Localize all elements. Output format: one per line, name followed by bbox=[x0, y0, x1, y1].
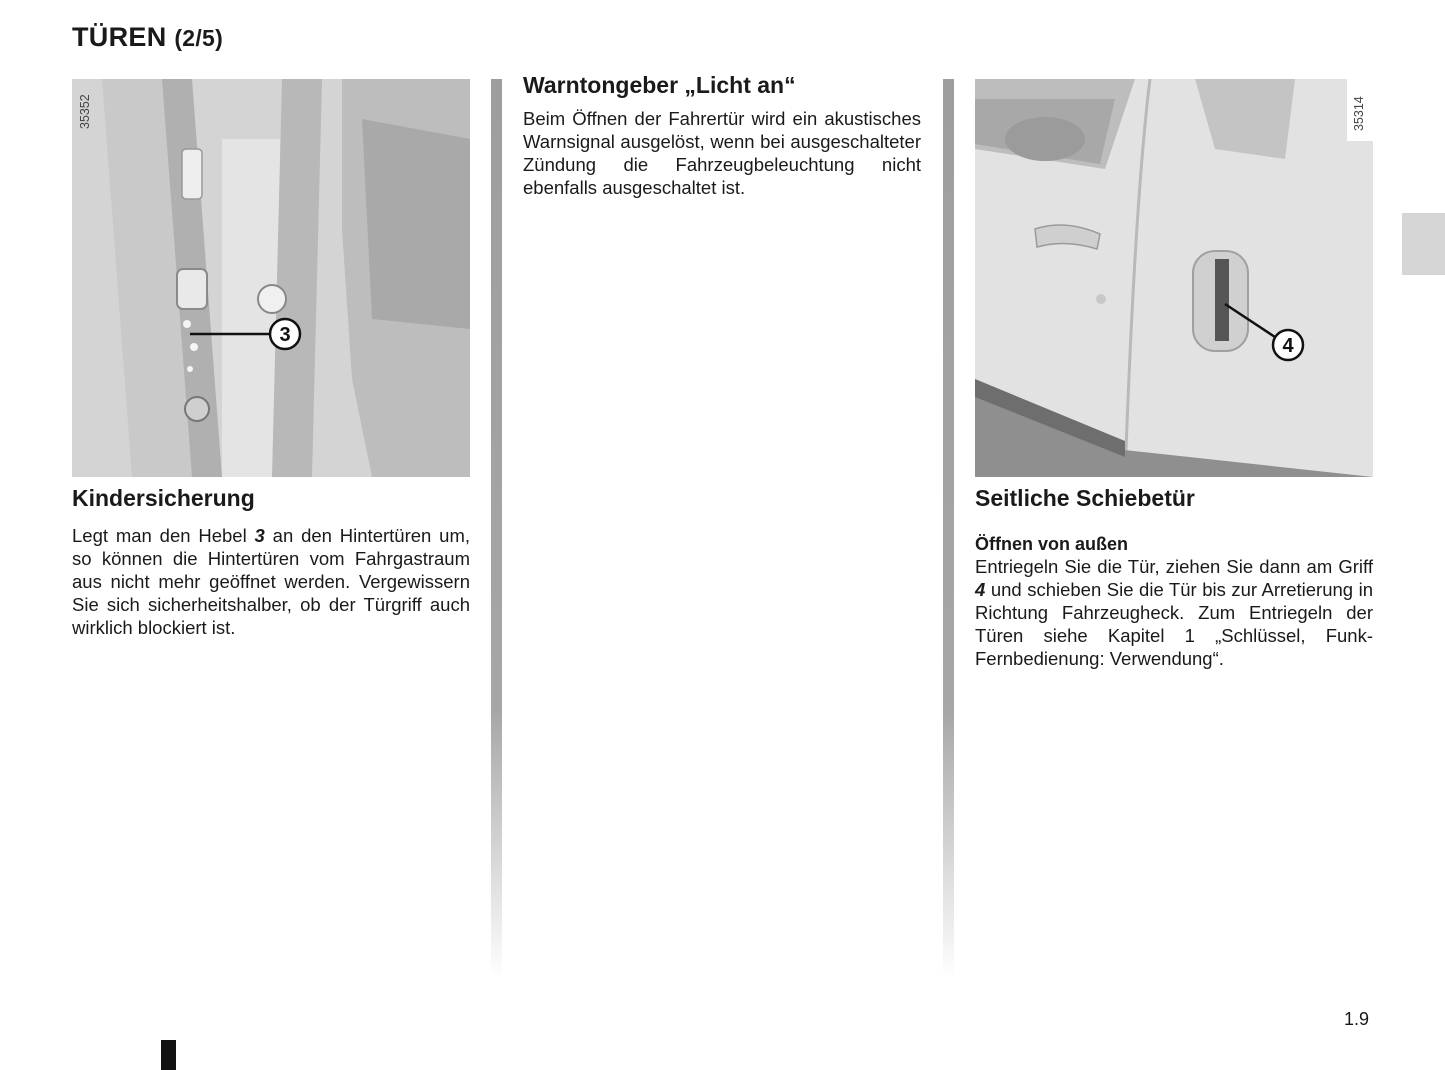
paragraph-schiebetuer: Entriegeln Sie die Tür, ziehen Sie dann am Griff 4 und schieben Sie die Tür bis zur Arretierung in Richtung Fahrzeugheck. Zum Entriegeln der Türen siehe Kapitel 1 „Schlüssel, Funk-Fernbedienung: Verwendung“. bbox=[975, 556, 1373, 669]
sliding-door-illustration bbox=[975, 79, 1373, 477]
figure-number: 35314 bbox=[1352, 96, 1366, 131]
reference-4: 4 bbox=[975, 579, 986, 600]
column-divider-right bbox=[943, 79, 954, 979]
reference-3: 3 bbox=[254, 525, 265, 546]
paragraph-warntongeber: Beim Öffnen der Fahrertür wird ein akustisches Warnsignal ausgelöst, wenn bei ausgeschalteter Zündung die Fahrzeugbeleuchtung nicht ebenfalls ausgeschaltet ist. bbox=[523, 108, 921, 198]
figure-number: 35352 bbox=[78, 94, 92, 129]
page-title-main: TÜREN bbox=[72, 22, 167, 52]
chapter-tab bbox=[1402, 213, 1445, 275]
column-divider-left bbox=[491, 79, 502, 979]
column-middle bbox=[523, 72, 921, 199]
column-right bbox=[975, 79, 1373, 670]
subheading-oeffnen-von-aussen: Öffnen von außen bbox=[975, 534, 1128, 554]
print-mark bbox=[161, 1040, 176, 1070]
section-heading-schiebetuer: Seitliche Schiebetür bbox=[975, 485, 1195, 511]
paragraph-kindersicherung: Legt man den Hebel 3 an den Hintertüren um, so können die Hintertüren vom Fahrgastraum aus nicht mehr geöffnet werden. Vergewissern Sie sich sicherheitshalber, ob der Türgriff auch wirklich blockiert ist. bbox=[72, 525, 470, 638]
section-heading-warntongeber: Warntongeber „Licht an“ bbox=[523, 72, 796, 98]
figure-sliding-door bbox=[975, 79, 1373, 477]
section-heading-kindersicherung: Kindersicherung bbox=[72, 485, 255, 511]
callout-4: 4 bbox=[1282, 335, 1294, 357]
page-number: 1.9 bbox=[1344, 1009, 1370, 1029]
figure-child-lock bbox=[72, 79, 470, 477]
child-lock-illustration bbox=[72, 79, 470, 477]
callout-3: 3 bbox=[279, 324, 291, 346]
column-left bbox=[72, 79, 470, 639]
page-title-subtitle: (2/5) bbox=[174, 25, 224, 51]
page-title bbox=[72, 22, 223, 53]
